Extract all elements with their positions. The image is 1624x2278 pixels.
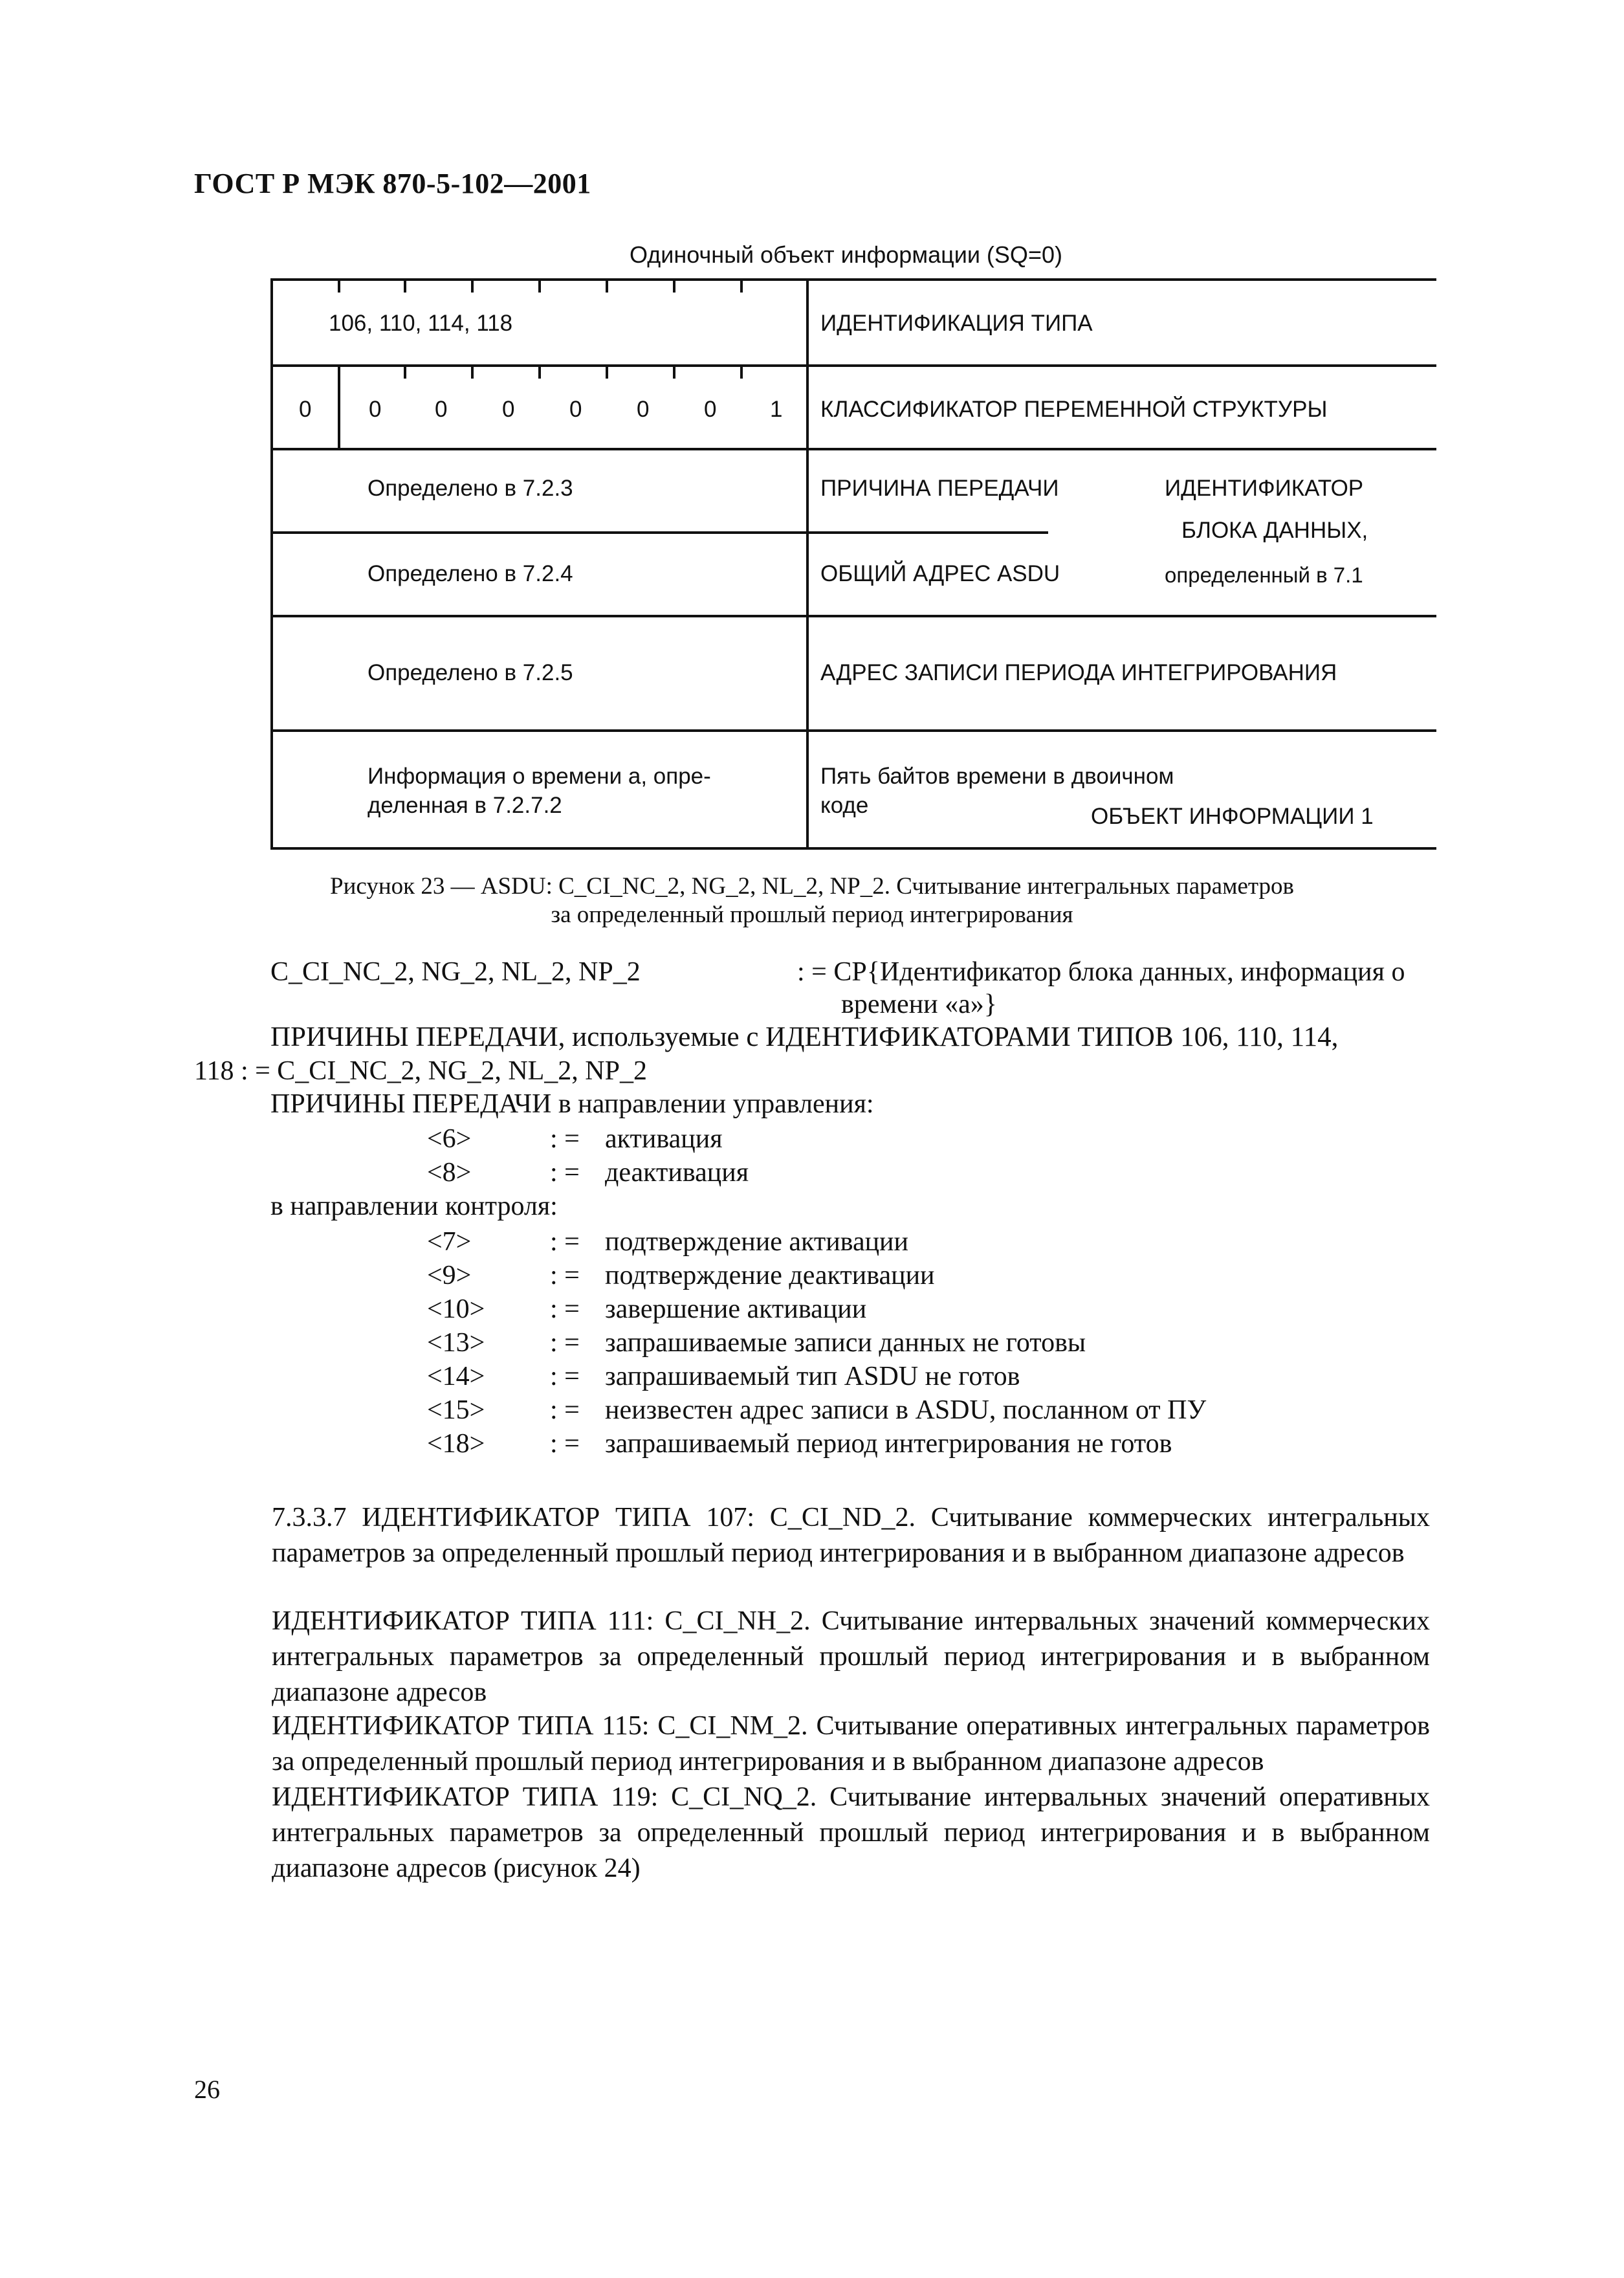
- cot-description: запрашиваемый тип ASDU не готов: [605, 1362, 1020, 1391]
- time-value-line2: деленная в 7.2.7.2: [368, 793, 562, 818]
- cot-label: ПРИЧИНА ПЕРЕДАЧИ: [820, 476, 1059, 501]
- figure-caption: [0, 872, 1624, 929]
- cot-code: <14>: [427, 1362, 485, 1391]
- cot-description: запрашиваемые записи данных не готовы: [605, 1328, 1086, 1358]
- object-label: ОБЪЕКТ ИНФОРМАЦИИ 1: [1091, 804, 1374, 829]
- paragraph-text: 7.3.3.7 ИДЕНТИФИКАТОР ТИПА 107: C_CI_ND_2. Считывание коммерческих интегральных параметров за определенный прошлый период интегрирования и в выбранном диапазоне адресов: [272, 1503, 1430, 1568]
- type-id-label: ИДЕНТИФИКАЦИЯ ТИПА: [820, 311, 1093, 336]
- cot-operator: : =: [550, 1429, 580, 1459]
- cot-value: Определено в 7.2.3: [368, 476, 573, 501]
- divider: [270, 847, 1436, 850]
- cot-code: <9>: [427, 1261, 472, 1290]
- cot-code: <8>: [427, 1158, 472, 1188]
- cot-code: <18>: [427, 1429, 485, 1459]
- paragraph: [194, 1780, 1430, 1886]
- definition-rhs-line2: времени «а»}: [841, 990, 997, 1019]
- cot-operator: : =: [550, 1124, 580, 1154]
- divider: [270, 615, 1436, 617]
- cot-code: <13>: [427, 1328, 485, 1358]
- vsq-label: КЛАССИФИКАТОР ПЕРЕМЕННОЙ СТРУКТУРЫ: [820, 397, 1328, 422]
- page-number: 26: [194, 2075, 220, 2104]
- cot-description: активация: [605, 1124, 723, 1154]
- record-address-label: АДРЕС ЗАПИСИ ПЕРИОДА ИНТЕГРИРОВАНИЯ: [820, 660, 1337, 685]
- time-label-line1: Пять байтов времени в двоичном: [820, 764, 1174, 789]
- record-address-value: Определено в 7.2.5: [368, 660, 573, 685]
- paragraph-text: ИДЕНТИФИКАТОР ТИПА 119: C_CI_NQ_2. Считывание интервальных значений оперативных интегральных параметров за определенный прошлый период интегрирования и в выбранном диапазоне адресов (рисунок 24): [272, 1782, 1430, 1883]
- vsq-bit: 0: [637, 397, 650, 422]
- divider: [270, 531, 809, 534]
- paragraph-text: ИДЕНТИФИКАТОР ТИПА 111: C_CI_NH_2. Считывание интервальных значений коммерческих интегральных параметров за определенный прошлый период интегрирования и в выбранном диапазоне адресов: [272, 1606, 1430, 1707]
- asdu-structure-diagram: [270, 278, 1436, 851]
- monitor-heading: в направлении контроля:: [270, 1191, 558, 1221]
- document-header: ГОСТ Р МЭК 870-5-102—2001: [194, 168, 591, 199]
- cot-operator: : =: [550, 1158, 580, 1188]
- time-value-line1: Информация о времени а, опре-: [368, 764, 711, 789]
- cot-intro-line1: ПРИЧИНЫ ПЕРЕДАЧИ, используемые с ИДЕНТИФИКАТОРАМИ ТИПОВ 106, 110, 114,: [270, 1022, 1339, 1052]
- cot-intro-line2: 118 : = C_CI_NC_2, NG_2, NL_2, NP_2: [194, 1056, 647, 1086]
- vsq-bit: 0: [299, 397, 312, 422]
- vsq-bit: 0: [369, 397, 382, 422]
- divider: [809, 531, 1048, 534]
- time-label-line2: коде: [820, 793, 869, 818]
- cot-operator: : =: [550, 1328, 580, 1358]
- paragraph-text: ИДЕНТИФИКАТОР ТИПА 115: C_CI_NM_2. Считывание оперативных интегральных параметров за определенный прошлый период интегрирования и в выбранном диапазоне адресов: [272, 1711, 1430, 1776]
- cot-description: деактивация: [605, 1158, 749, 1188]
- paragraph: [194, 1604, 1430, 1710]
- divider: [338, 364, 340, 448]
- cot-description: неизвестен адрес записи в ASDU, посланном от ПУ: [605, 1395, 1207, 1425]
- divider: [270, 364, 1436, 367]
- figure-caption-line2: за определенный прошлый период интегрирования: [551, 901, 1073, 928]
- paragraph: [194, 1709, 1430, 1780]
- cot-code: <6>: [427, 1124, 472, 1154]
- cot-operator: : =: [550, 1362, 580, 1391]
- figure-caption-line1: Рисунок 23 — ASDU: C_CI_NC_2, NG_2, NL_2, NP_2. Считывание интегральных параметров: [330, 873, 1294, 900]
- definition-lhs: C_CI_NC_2, NG_2, NL_2, NP_2: [270, 957, 641, 987]
- figure-top-caption: Одиночный объект информации (SQ=0): [630, 241, 1062, 268]
- cot-code: <10>: [427, 1294, 485, 1324]
- definition-rhs-line1: : = CP{Идентификатор блока данных, информация о: [797, 957, 1405, 987]
- dui-label-line1: ИДЕНТИФИКАТОР: [1165, 476, 1364, 501]
- cot-operator: : =: [550, 1395, 580, 1425]
- vsq-bit: 1: [770, 397, 783, 422]
- cot-description: запрашиваемый период интегрирования не готов: [605, 1429, 1172, 1459]
- cot-code: <7>: [427, 1227, 472, 1257]
- divider: [270, 448, 1436, 450]
- dui-label-line3: определенный в 7.1: [1165, 563, 1363, 587]
- cot-code: <15>: [427, 1395, 485, 1425]
- asdu-address-label: ОБЩИЙ АДРЕС ASDU: [820, 561, 1060, 586]
- asdu-address-value: Определено в 7.2.4: [368, 561, 573, 586]
- cot-operator: : =: [550, 1261, 580, 1290]
- divider: [270, 729, 1436, 732]
- divider: [806, 278, 809, 850]
- cot-operator: : =: [550, 1294, 580, 1324]
- type-id-values: 106, 110, 114, 118: [329, 311, 513, 336]
- cot-description: завершение активации: [605, 1294, 867, 1324]
- cot-operator: : =: [550, 1227, 580, 1257]
- cot-description: подтверждение деактивации: [605, 1261, 935, 1290]
- dui-label-line2: БЛОКА ДАННЫХ,: [1181, 518, 1368, 543]
- vsq-bit: 0: [435, 397, 448, 422]
- vsq-bit: 0: [569, 397, 582, 422]
- cot-description: подтверждение активации: [605, 1227, 909, 1257]
- vsq-bit: 0: [704, 397, 717, 422]
- divider: [270, 278, 273, 850]
- divider: [270, 278, 1436, 281]
- vsq-bit: 0: [502, 397, 515, 422]
- cot-intro-line3: ПРИЧИНЫ ПЕРЕДАЧИ в направлении управления:: [270, 1089, 874, 1119]
- paragraph: [194, 1500, 1430, 1571]
